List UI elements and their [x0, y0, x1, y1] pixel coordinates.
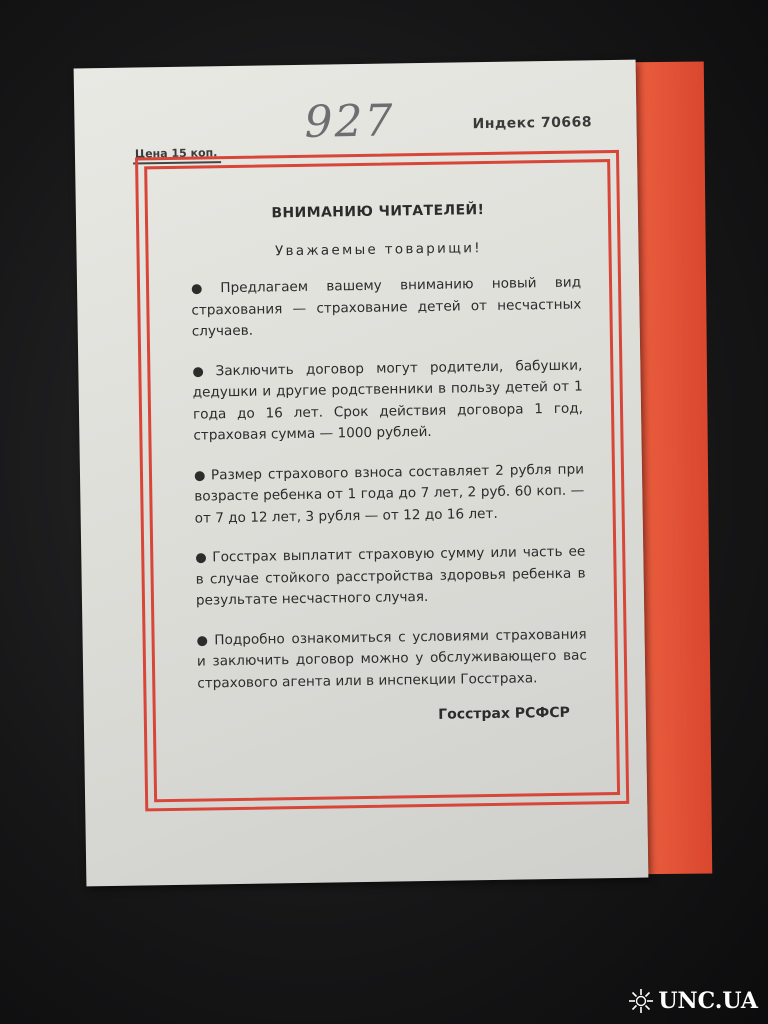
handwritten-number: 927 — [304, 95, 395, 148]
notice-paragraph — [172, 624, 597, 695]
notice-paragraph — [168, 355, 593, 448]
watermark — [628, 988, 758, 1014]
paragraph-text: Предлагаем вашему вниманию новый вид страхования — страхование детей от несчастных случаев. — [191, 274, 582, 340]
bullet-icon: ● — [190, 281, 217, 297]
bullet-icon: ● — [193, 467, 208, 484]
paragraph-text: Размер страхового взноса составляет 2 рубля при возрасте ребенка от 1 года до 7 лет, 2 руб. 60 коп. — от 7 до 12 лет, 3 рубля — от 12 до 16 лет. — [194, 460, 585, 527]
bullet-icon: ● — [192, 363, 212, 380]
notice-signature: Госстрах РСФСР — [438, 704, 570, 723]
sunburst-logo-icon — [628, 988, 654, 1014]
paragraph-text: Подробно ознакомиться с условиями страхования и заключить договор можно у обслуживающего вас страхового агента или в инспекции Госстраха. — [196, 625, 588, 692]
booklet-back-cover — [74, 60, 649, 887]
index-label: Индекс 70668 — [472, 114, 593, 133]
notice-frame — [135, 150, 629, 812]
price-label: Цена 15 коп. — [133, 146, 222, 164]
paragraph-text: Заключить договор могут родители, бабушки, дедушки и другие родственники в пользу детей от 1 года до 16 лет. Срок действия договора 1 год, страховая сумма — 1000 рублей. — [192, 357, 584, 444]
notice-paragraph — [171, 541, 596, 612]
bullet-icon: ● — [195, 550, 209, 566]
notice-paragraph — [167, 272, 592, 343]
notice-frame-inner — [144, 159, 620, 802]
notice-content — [166, 182, 599, 779]
notice-paragraph — [170, 459, 595, 530]
bullet-icon: ● — [196, 632, 211, 649]
watermark-text: UNC.UA — [658, 988, 758, 1014]
notice-greeting: Уважаемые товарищи! — [274, 240, 483, 260]
notice-heading: ВНИМАНИЮ ЧИТАТЕЛЕЙ! — [271, 202, 485, 222]
paragraph-text: Госстрах выплатит страховую сумму или часть ее в случае стойкого расстройства здоровья ребенка в результате несчастного случая. — [195, 543, 586, 609]
